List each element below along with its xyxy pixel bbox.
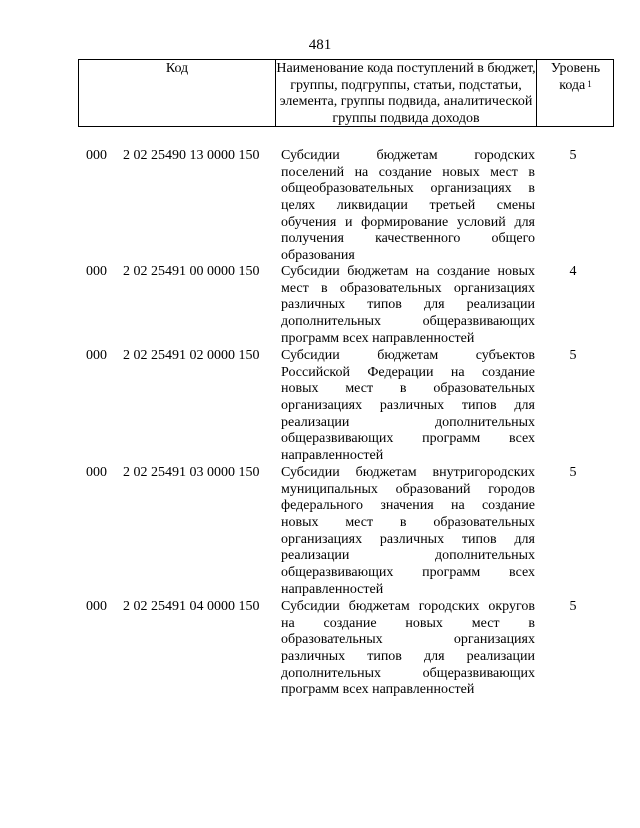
row-name-line: направленностей (281, 448, 384, 464)
table-row (0, 148, 640, 265)
row-name-line: обучения и формирование условий для (281, 214, 535, 230)
row-name-line: различных типов для реализации (281, 649, 535, 665)
row-level: 5 (569, 348, 577, 363)
row-name-line: муниципальных образований городов (281, 481, 535, 497)
row-name-line: организациях различных типов для (281, 531, 535, 547)
row-name-line: направленностей (281, 581, 384, 597)
row-name-line: программ всех направленностей (281, 330, 475, 346)
row-prefix: 000 (86, 348, 107, 363)
row-prefix: 000 (86, 599, 107, 614)
row-prefix: 000 (86, 148, 107, 163)
header-name-label: Наименование кода поступлений в бюджет, группы, подгруппы, статьи, подстатьи, элемента, группы подвида, аналитической группы подвида доходов (276, 61, 536, 126)
row-name-line: Российской Федерации на создание (281, 364, 535, 380)
row-name-line: Субсидии бюджетам субъектов (281, 348, 535, 363)
row-name-line: программ всех направленностей (281, 682, 475, 698)
row-name-line: целях ликвидации третьей смены (281, 198, 535, 214)
row-name (281, 348, 535, 465)
row-level: 5 (569, 599, 577, 614)
row-name-line: федерального значения на создание (281, 498, 535, 514)
row-prefix: 000 (86, 264, 107, 279)
row-name-line: организациях различных типов для (281, 398, 535, 414)
row-name-line: дополнительных общеразвивающих (281, 314, 535, 330)
row-name-line: Субсидии бюджетам на создание новых (281, 264, 535, 279)
row-name (281, 599, 535, 699)
row-code: 2 02 25491 04 0000 150 (123, 599, 260, 614)
table-row (0, 465, 640, 599)
row-name-line: Субсидии бюджетам внутригородских (281, 465, 535, 480)
row-name (281, 264, 535, 347)
header-code-label: Код (165, 61, 189, 76)
row-name-line: образовательных организациях (281, 632, 535, 648)
row-name-line: мест в образовательных организациях (281, 280, 535, 296)
table-row (0, 599, 640, 699)
row-level: 4 (569, 264, 577, 279)
row-name-line: получения качественного общего (281, 231, 535, 247)
row-name-line: дополнительных общеразвивающих (281, 665, 535, 681)
row-code: 2 02 25491 03 0000 150 (123, 465, 260, 480)
row-prefix: 000 (86, 465, 107, 480)
row-name-line: на создание новых мест в (281, 615, 535, 631)
header-level-label: Уровень кода (550, 61, 601, 93)
row-name-line: поселений на создание новых мест в (281, 164, 535, 180)
row-name-line: Субсидии бюджетам городских округов (281, 599, 535, 614)
row-name-line: образования (281, 248, 355, 264)
table-row (0, 264, 640, 348)
row-name-line: новых мест в образовательных (281, 381, 535, 397)
row-level: 5 (569, 148, 577, 163)
header-level-footnote: 1 (587, 78, 592, 89)
header-code-column (79, 60, 276, 126)
row-name-line: различных типов для реализации (281, 297, 535, 313)
header-level-column (537, 60, 614, 126)
row-name-line: Субсидии бюджетам городских (281, 148, 535, 163)
row-name-line: общеобразовательных организациях в (281, 181, 535, 197)
row-code: 2 02 25491 02 0000 150 (123, 348, 260, 363)
row-name-line: реализации дополнительных (281, 548, 535, 564)
row-level: 5 (569, 465, 577, 480)
table-header (78, 59, 614, 127)
row-name (281, 465, 535, 599)
page-number: 481 (308, 37, 332, 53)
header-name-column (276, 60, 537, 126)
row-name-line: общеразвивающих программ всех (281, 431, 535, 447)
row-code: 2 02 25490 13 0000 150 (123, 148, 260, 163)
row-code: 2 02 25491 00 0000 150 (123, 264, 260, 279)
table-row (0, 348, 640, 465)
row-name (281, 148, 535, 265)
row-name-line: реализации дополнительных (281, 414, 535, 430)
row-name-line: новых мест в образовательных (281, 515, 535, 531)
row-name-line: общеразвивающих программ всех (281, 565, 535, 581)
